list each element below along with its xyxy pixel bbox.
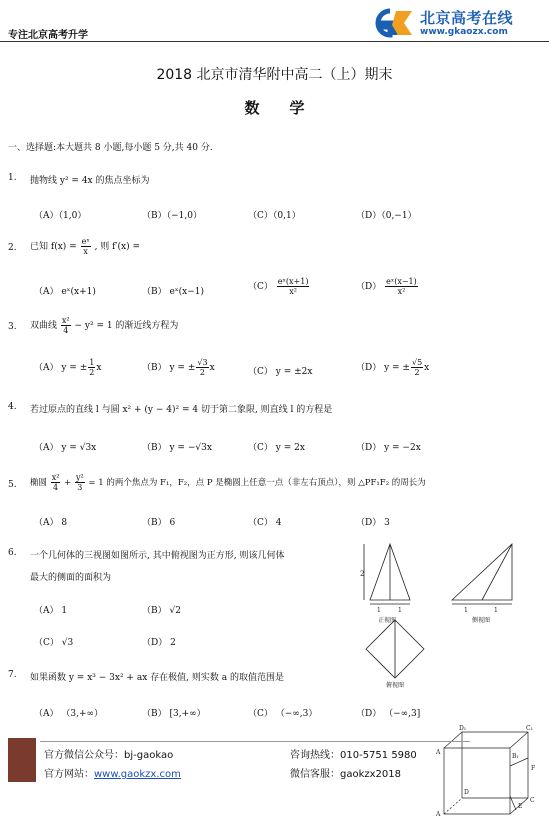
q2-fraction: $\frac{\text{eˣ}}{x}$ <box>81 237 90 256</box>
side-one-1: 1 <box>464 607 468 614</box>
three-view-figure <box>360 540 540 690</box>
q7-option-a: （A） （3,+∞） <box>34 709 103 719</box>
q5-text: 椭圆 $\frac{\text{x²}}{4}$ + $\frac{\text{y²}}{3}$ = 1 的两个焦点为 F₁，F₂，点 P 是椭圆上任意一点（非左右顶点），则 △PF₁F₂ 的周长为 <box>30 473 426 492</box>
q1-text: 抛物线 y² = 4x 的焦点坐标为 <box>30 176 150 186</box>
q5-option-a: （A） 8 <box>34 518 68 528</box>
q3-option-b: （B） y = ± $\frac{√3}{2}$ x <box>142 358 215 377</box>
q1-number: 1. <box>8 173 17 183</box>
logo-mark-icon <box>368 8 414 38</box>
section-heading: 一、选择题:本大题共 8 小题,每小题 5 分,共 40 分. <box>8 143 213 153</box>
svg-text:B₁: B₁ <box>512 753 519 760</box>
q6-option-d: （D） 2 <box>142 638 176 648</box>
q4-option-d: （D） y = −2x <box>356 443 421 453</box>
svg-text:C: C <box>530 797 535 804</box>
q5-number: 5. <box>8 480 17 490</box>
svg-text:A: A <box>436 749 441 756</box>
front-view-label: 正视图 <box>378 617 397 624</box>
q3-option-c: （C） y = ±2x <box>248 367 313 377</box>
side-view <box>452 544 512 604</box>
footer-wechat: 官方微信公众号：bj-gaokao <box>44 750 174 761</box>
svg-text:F: F <box>531 765 536 772</box>
svg-text:A: A <box>436 811 441 818</box>
footer-hotline: 咨询热线：010-5751 5980 <box>290 750 417 761</box>
q4-text: 若过原点的直线 l 与圆 x² + (y − 4)² = 4 切于第二象限, 则直线 l 的方程是 <box>30 405 333 415</box>
svg-text:E: E <box>518 803 523 810</box>
q6-line1: 一个几何体的三视图如图所示, 其中俯视图为正方形, 则该几何体 <box>30 551 285 561</box>
q6-option-b: （B） √2 <box>142 606 181 616</box>
q1-option-a: （A）（1,0） <box>34 211 87 221</box>
q2-option-b: （B） eˣ(x−1) <box>142 287 204 297</box>
q3-text: 双曲线 $\frac{\text{x²}}{4}$ − y² = 1 的渐近线方程为 <box>30 316 179 335</box>
q1-option-d: （D）（0,−1） <box>356 211 417 221</box>
q7-text: 如果函数 y = x³ − 3x² + ax 存在极值, 则实数 a 的取值范围是 <box>30 673 284 683</box>
q5-option-b: （B） 6 <box>142 518 176 528</box>
footer-divider <box>40 741 470 742</box>
q2-post: , 则 f′(x) = <box>94 242 141 252</box>
q1-option-b: （B）（−1,0） <box>142 211 202 221</box>
top-view-label: 俯视图 <box>386 682 405 689</box>
svg-text:C₁: C₁ <box>526 725 533 732</box>
header-tagline: 专注北京高考升学 <box>8 30 88 41</box>
side-one-2: 1 <box>494 607 498 614</box>
q4-option-c: （C） y = 2x <box>248 443 305 453</box>
front-one-1: 1 <box>377 607 381 614</box>
cube-figure <box>434 722 544 818</box>
q2-pre: 已知 f(x) = <box>30 242 77 252</box>
logo-name: 北京高考在线 <box>420 9 514 27</box>
q6-option-c: （C） √3 <box>34 638 74 648</box>
footer-service: 微信客服：gaokzx2018 <box>290 769 402 780</box>
footer-site: 官方网站：www.gaokzx.com <box>44 769 181 780</box>
height-label: 2 <box>360 570 365 578</box>
q6-option-a: （A） 1 <box>34 606 68 616</box>
q7-option-c: （C） （−∞,3） <box>248 709 318 719</box>
q7-number: 7. <box>8 670 17 680</box>
header-divider <box>0 41 549 42</box>
q4-option-b: （B） y = −√3x <box>142 443 212 453</box>
q7-option-d: （D） （−∞,3] <box>356 709 421 719</box>
q2-option-a: （A） eˣ(x+1) <box>34 287 96 297</box>
svg-text:D₁: D₁ <box>459 725 467 732</box>
q4-option-a: （A） y = √3x <box>34 443 97 453</box>
q2-option-d: （D） $\frac{\text{eˣ(x−1)}}{\text{x²}}$ <box>356 277 417 296</box>
q4-number: 4. <box>8 402 17 412</box>
side-view-label: 侧视图 <box>472 617 491 624</box>
footer-site-link[interactable]: www.gaokzx.com <box>94 769 181 780</box>
q3-option-d: （D） y = ± $\frac{√5}{2}$ x <box>356 358 430 377</box>
exam-title: 2018 北京市清华附中高二（上）期末 <box>156 67 393 83</box>
front-one-2: 1 <box>398 607 402 614</box>
q6-number: 6. <box>8 548 17 558</box>
top-view <box>366 620 424 678</box>
svg-text:D: D <box>464 789 469 796</box>
front-view <box>364 544 410 604</box>
footer-accent-bar <box>8 738 36 782</box>
q1-option-c: （C）（0,1） <box>248 211 301 221</box>
q7-option-b: （B） [3,+∞） <box>142 709 206 719</box>
q2-number: 2. <box>8 243 17 253</box>
brand-logo[interactable] <box>368 6 543 40</box>
logo-url: www.gkaozx.com <box>420 27 508 37</box>
q2-text <box>30 237 140 256</box>
exam-subject: 数学 <box>244 99 335 117</box>
q6-line2: 最大的侧面的面积为 <box>30 573 112 583</box>
q3-number: 3. <box>8 322 17 332</box>
q5-option-d: （D） 3 <box>356 518 390 528</box>
q2-option-c: （C） $\frac{\text{eˣ(x+1)}}{\text{x²}}$ <box>248 277 309 296</box>
q3-option-a: （A） y = ± $\frac{1}{2}$ x <box>34 358 102 377</box>
q5-option-c: （C） 4 <box>248 518 282 528</box>
